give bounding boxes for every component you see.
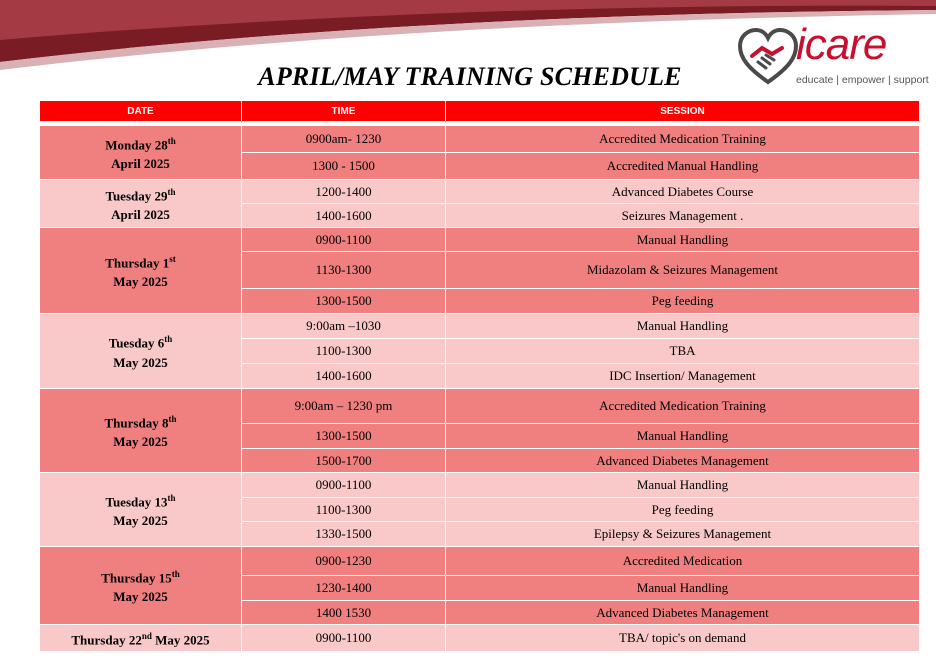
session-cell: Seizures Management . xyxy=(446,204,920,228)
session-cell: Manual Handling xyxy=(446,228,920,252)
date-cell: Thursday 1st May 2025 xyxy=(40,228,242,314)
session-cell: Manual Handling xyxy=(446,473,920,498)
table-header-row xyxy=(40,101,920,122)
time-cell: 1100-1300 xyxy=(242,339,446,364)
time-cell: 1400 1530 xyxy=(242,601,446,625)
date-cell: Thursday 15th May 2025 xyxy=(40,547,242,625)
time-cell: 1300-1500 xyxy=(242,289,446,314)
time-cell: 1400-1600 xyxy=(242,364,446,389)
time-cell: 9:00am –1030 xyxy=(242,314,446,339)
page-title: APRIL/MAY TRAINING SCHEDULE xyxy=(258,62,682,91)
session-cell: Accredited Medication Training xyxy=(446,126,920,153)
time-cell: 1300 - 1500 xyxy=(242,153,446,180)
session-cell: Accredited Medication xyxy=(446,547,920,576)
date-column-header: DATE xyxy=(40,101,242,122)
session-cell: Peg feeding xyxy=(446,289,920,314)
session-cell: Advanced Diabetes Management xyxy=(446,449,920,473)
session-cell: Accredited Medication Training xyxy=(446,389,920,424)
session-cell: TBA xyxy=(446,339,920,364)
table-row xyxy=(40,126,920,153)
handshake-heart-icon xyxy=(738,28,798,86)
session-cell: Manual Handling xyxy=(446,314,920,339)
session-cell: Manual Handling xyxy=(446,576,920,601)
date-cell: Thursday 8th May 2025 xyxy=(40,389,242,473)
date-cell: Tuesday 13th May 2025 xyxy=(40,473,242,547)
time-column-header: TIME xyxy=(242,101,446,122)
time-cell: 1500-1700 xyxy=(242,449,446,473)
icare-logo xyxy=(738,20,929,90)
time-cell: 0900am- 1230 xyxy=(242,126,446,153)
session-cell: Peg feeding xyxy=(446,498,920,522)
date-cell: Tuesday 29th April 2025 xyxy=(40,180,242,228)
time-cell: 1300-1500 xyxy=(242,424,446,449)
time-cell: 0900-1230 xyxy=(242,547,446,576)
logo-wordmark: icare xyxy=(796,20,887,69)
time-cell: 1100-1300 xyxy=(242,498,446,522)
table-row xyxy=(40,228,920,252)
schedule-table xyxy=(39,100,920,652)
time-cell: 0900-1100 xyxy=(242,228,446,252)
time-cell: 1330-1500 xyxy=(242,522,446,547)
time-cell: 0900-1100 xyxy=(242,625,446,652)
date-cell: Monday 28th April 2025 xyxy=(40,126,242,180)
date-cell: Tuesday 6th May 2025 xyxy=(40,314,242,389)
session-cell: TBA/ topic's on demand xyxy=(446,625,920,652)
session-cell: IDC Insertion/ Management xyxy=(446,364,920,389)
session-cell: Advanced Diabetes Course xyxy=(446,180,920,204)
table-row xyxy=(40,314,920,339)
table-row xyxy=(40,625,920,652)
session-cell: Epilepsy & Seizures Management xyxy=(446,522,920,547)
session-cell: Manual Handling xyxy=(446,424,920,449)
table-row xyxy=(40,547,920,576)
logo-tagline: educate | empower | support xyxy=(796,74,929,86)
time-cell: 1200-1400 xyxy=(242,180,446,204)
session-column-header: SESSION xyxy=(446,101,920,122)
table-row xyxy=(40,473,920,498)
session-cell: Midazolam & Seizures Management xyxy=(446,252,920,289)
session-cell: Accredited Manual Handling xyxy=(446,153,920,180)
date-cell: Thursday 22nd May 2025 xyxy=(40,625,242,652)
time-cell: 1230-1400 xyxy=(242,576,446,601)
session-cell: Advanced Diabetes Management xyxy=(446,601,920,625)
time-cell: 1130-1300 xyxy=(242,252,446,289)
time-cell: 9:00am – 1230 pm xyxy=(242,389,446,424)
table-row xyxy=(40,389,920,424)
time-cell: 1400-1600 xyxy=(242,204,446,228)
table-row xyxy=(40,180,920,204)
time-cell: 0900-1100 xyxy=(242,473,446,498)
